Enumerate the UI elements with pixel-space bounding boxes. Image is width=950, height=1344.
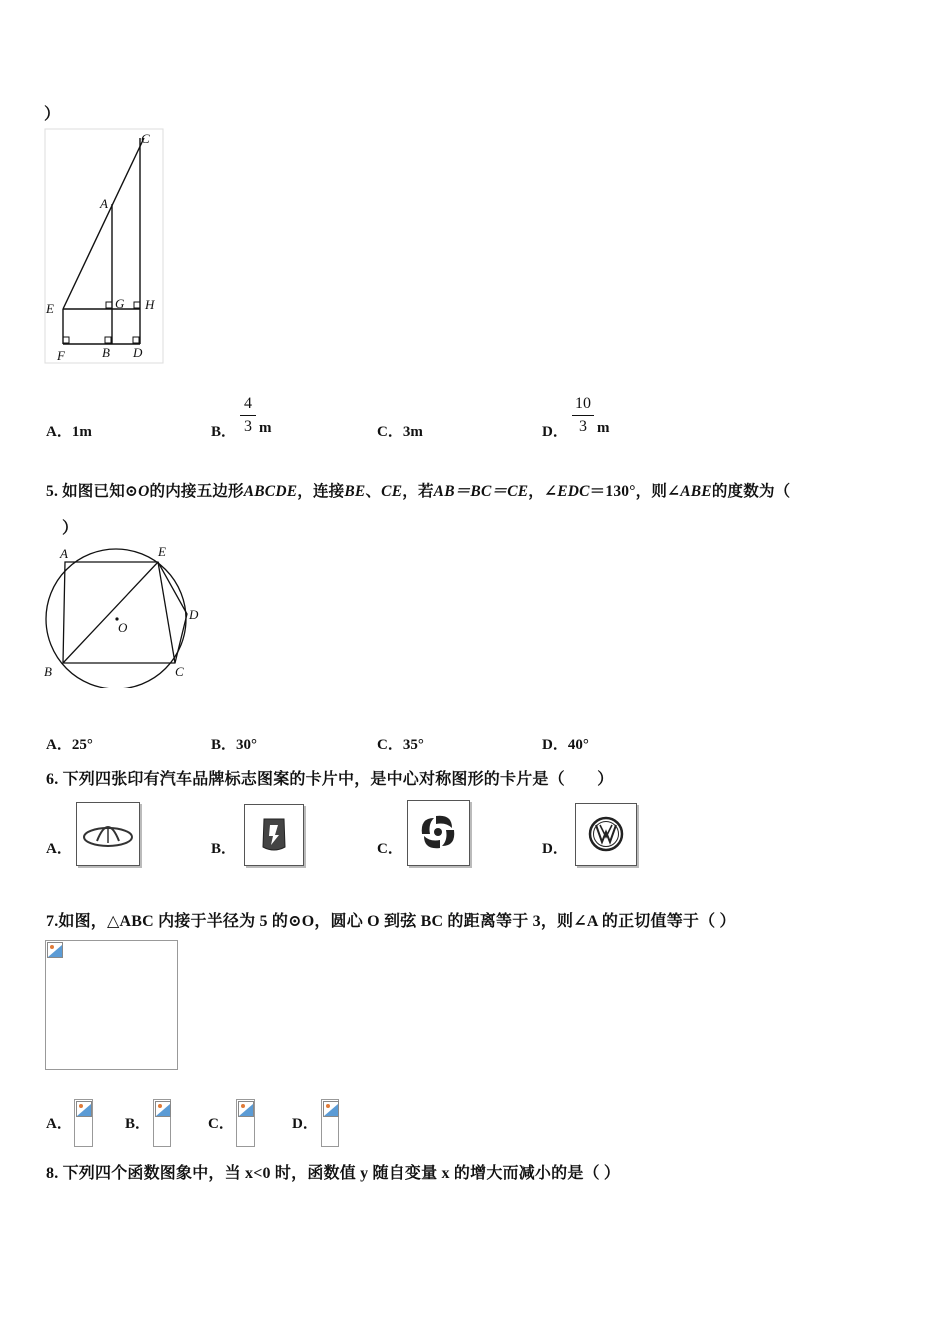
q6-option-b-letter: B．: [211, 841, 237, 857]
q4-option-b-fraction: 4 3: [240, 394, 256, 437]
q5-closing-paren: ）: [62, 520, 79, 537]
q5-option-a: A．25°: [46, 737, 93, 753]
q7-option-a-letter: A．: [46, 1116, 72, 1132]
q4-option-c: C．3m: [377, 424, 423, 440]
q7-figure-placeholder: [45, 940, 178, 1070]
label-d: D: [133, 345, 143, 360]
q7-option-c-image: [236, 1099, 255, 1147]
q4-option-d-fraction: 10 3: [572, 394, 594, 437]
q6-option-d-card: [575, 803, 637, 866]
label-e: E: [46, 301, 54, 316]
label-g: G: [115, 296, 125, 311]
q6-text: 6. 下列四张印有汽车品牌标志图案的卡片中，是中心对称图形的卡片是（ ）: [46, 771, 614, 788]
q7-option-b-letter: B．: [125, 1116, 151, 1132]
label-e: E: [158, 544, 166, 559]
q6-option-c-card: [407, 800, 470, 866]
label-c: C: [175, 664, 184, 679]
q8-text: 8. 下列四个函数图象中，当 x<0 时，函数值 y 随自变量 x 的增大而减小的是（ ）: [46, 1165, 621, 1182]
q7-text: 7.如图，△ABC 内接于半径为 5 的⊙O，圆心 O 到弦 BC 的距离等于 3，则∠A 的正切值等于（ ）: [46, 913, 736, 930]
label-b: B: [102, 345, 110, 360]
q5-option-b: B．30°: [211, 737, 258, 753]
label-f: F: [57, 348, 65, 363]
toyota-style-logo-icon: [77, 803, 139, 865]
q4-option-d-unit: m: [597, 420, 610, 436]
q6-option-a-letter: A．: [46, 841, 72, 857]
label-h: H: [145, 297, 155, 312]
q6-option-d-letter: D．: [542, 841, 568, 857]
q4-option-a: A．1m: [46, 424, 92, 440]
label-d: D: [189, 607, 199, 622]
q6-option-c-letter: C．: [377, 841, 403, 857]
broken-image-icon: [323, 1101, 339, 1117]
broken-image-icon: [47, 942, 63, 958]
q7-option-b-image: [153, 1099, 171, 1147]
vw-style-logo-icon: [576, 804, 636, 865]
q5-figure: [40, 542, 210, 688]
q4-option-b-unit: m: [259, 420, 272, 436]
label-o: O: [118, 620, 128, 635]
label-a: A: [100, 196, 108, 211]
q6-option-a-card: [76, 802, 140, 866]
label-b: B: [44, 664, 52, 679]
q7-option-d-image: [321, 1099, 339, 1147]
q4-option-b-letter: B．: [211, 424, 237, 440]
q6-option-b-card: [244, 804, 304, 866]
shield-badge-logo-icon: [245, 805, 303, 865]
q7-option-d-letter: D．: [292, 1116, 318, 1132]
q7-option-a-image: [74, 1099, 93, 1147]
q4-figure: [44, 128, 166, 366]
q4-closing-paren: ）: [44, 106, 61, 123]
q4-option-d-letter: D．: [542, 424, 568, 440]
broken-image-icon: [238, 1101, 254, 1117]
broken-image-icon: [155, 1101, 171, 1117]
broken-image-icon: [76, 1101, 92, 1117]
q5-option-c: C．35°: [377, 737, 424, 753]
q5-option-d: D．40°: [542, 737, 589, 753]
swirl-logo-icon: [408, 801, 469, 865]
label-c: C: [141, 131, 150, 146]
q7-option-c-letter: C．: [208, 1116, 234, 1132]
q5-text: 5. 如图已知⊙O的内接五边形ABCDE，连接BE、CE，若AB＝BC＝CE，∠EDC＝130°，则∠ABE的度数为（: [46, 483, 791, 500]
label-a: A: [60, 546, 68, 561]
